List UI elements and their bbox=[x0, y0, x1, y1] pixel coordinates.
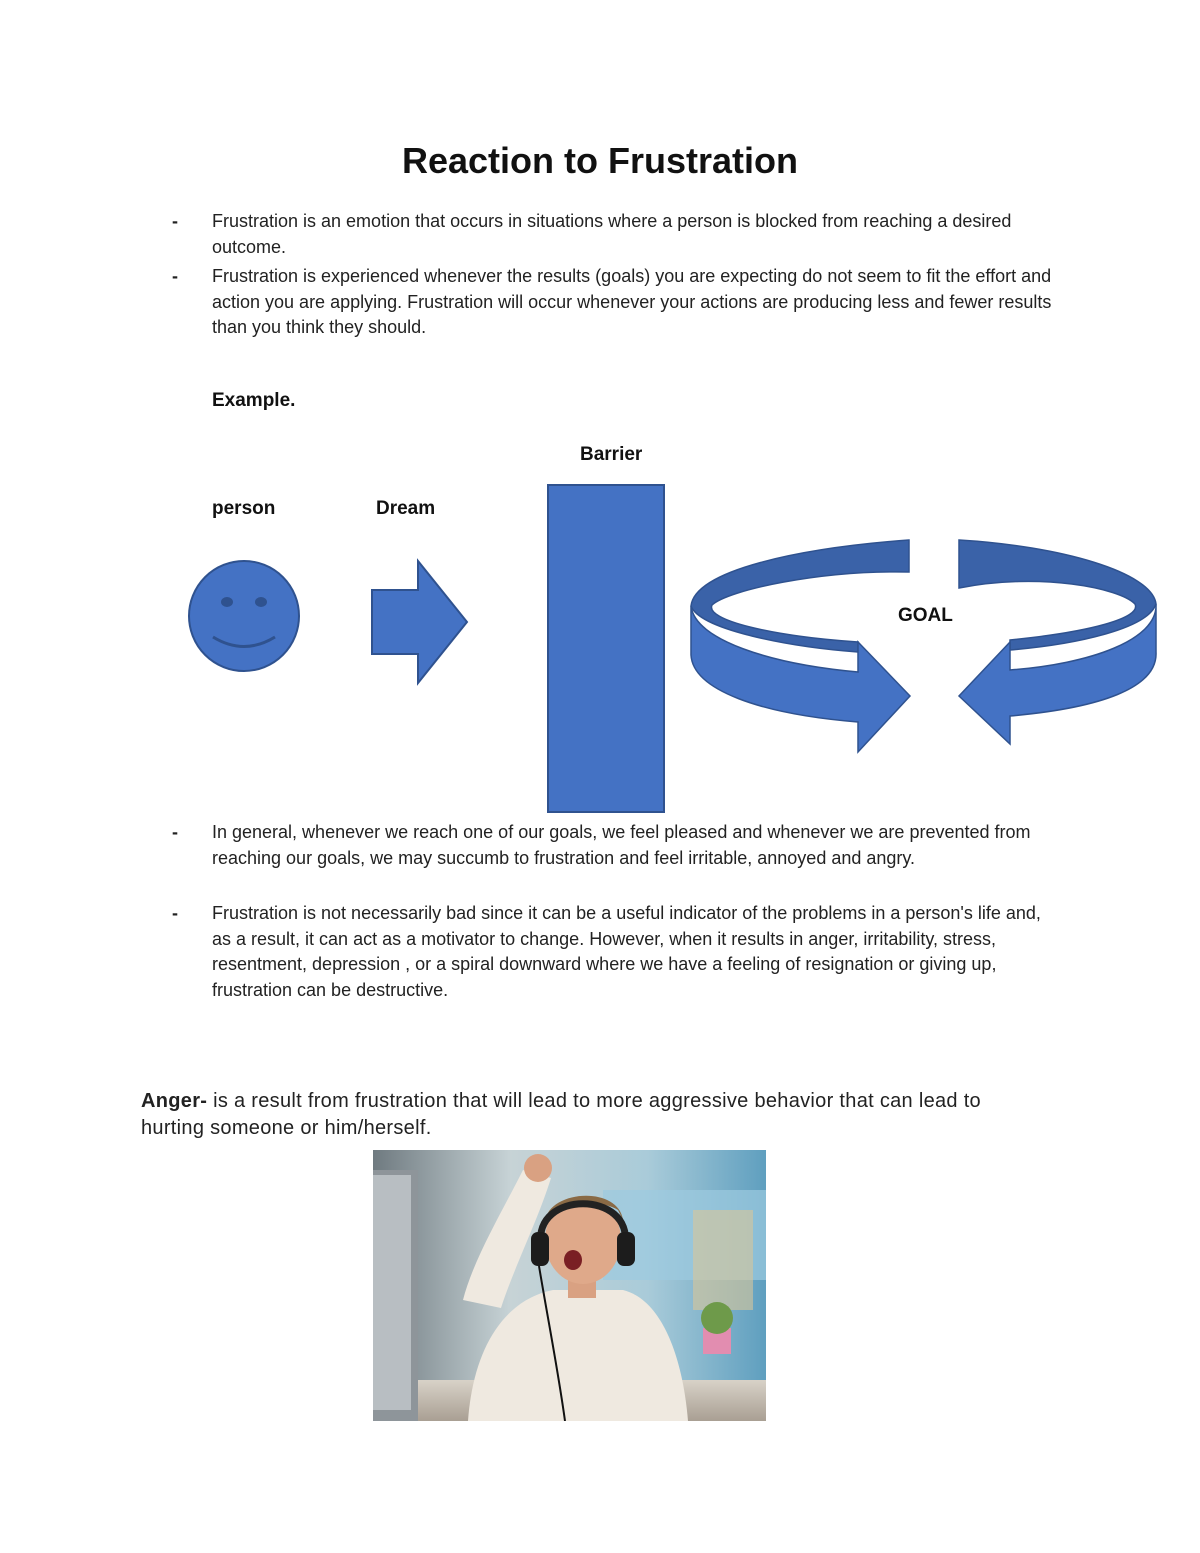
smiley-face-icon bbox=[189, 561, 299, 671]
goal-label: GOAL bbox=[898, 605, 953, 626]
goal-circular-arrows-icon bbox=[691, 540, 1156, 752]
bullet-text: Frustration is experienced whenever the results (goals) you are expecting do not seem to fit the effort and action you are applying. Frustration will occur whenever your actions are producing less and fewer results than you think they should. bbox=[212, 266, 1052, 337]
bullet-marker: - bbox=[172, 266, 178, 286]
dream-label: Dream bbox=[376, 498, 436, 519]
anger-paragraph bbox=[141, 1088, 1041, 1142]
dream-arrow-icon bbox=[372, 561, 467, 683]
bullet-marker: - bbox=[172, 822, 178, 842]
example-label: Example. bbox=[212, 390, 296, 411]
barrier-block bbox=[548, 485, 664, 812]
bullet-text: Frustration is an emotion that occurs in situations where a person is blocked from reaching a desired outcome. bbox=[212, 211, 1012, 257]
person-label: person bbox=[212, 498, 276, 519]
bullet-marker: - bbox=[172, 903, 178, 923]
anger-text: is a result from frustration that will lead to more aggressive behavior that can lead to hurting someone or him/herself. bbox=[141, 1090, 981, 1139]
page-title: Reaction to Frustration bbox=[401, 140, 799, 181]
bullet-item bbox=[172, 820, 1052, 871]
bullet-item bbox=[172, 901, 1052, 1003]
bullet-text: In general, whenever we reach one of our goals, we feel pleased and whenever we are prevented from reaching our goals, we may succumb to frustration and feel irritable, annoyed and angry. bbox=[212, 822, 1031, 868]
bullet-text: Frustration is not necessarily bad since it can be a useful indicator of the problems in a person's life and, as a result, it can act as a motivator to change. However, when it results in anger, irritability, stress, resentment, depression , or a spiral downward where we have a feeling of resignation or giving up, frustration can be destructive. bbox=[212, 903, 1041, 1000]
bullet-marker: - bbox=[172, 211, 178, 231]
anger-term: Anger- bbox=[141, 1090, 208, 1112]
angry-gamer-photo bbox=[373, 1150, 766, 1421]
barrier-label: Barrier bbox=[580, 444, 643, 465]
